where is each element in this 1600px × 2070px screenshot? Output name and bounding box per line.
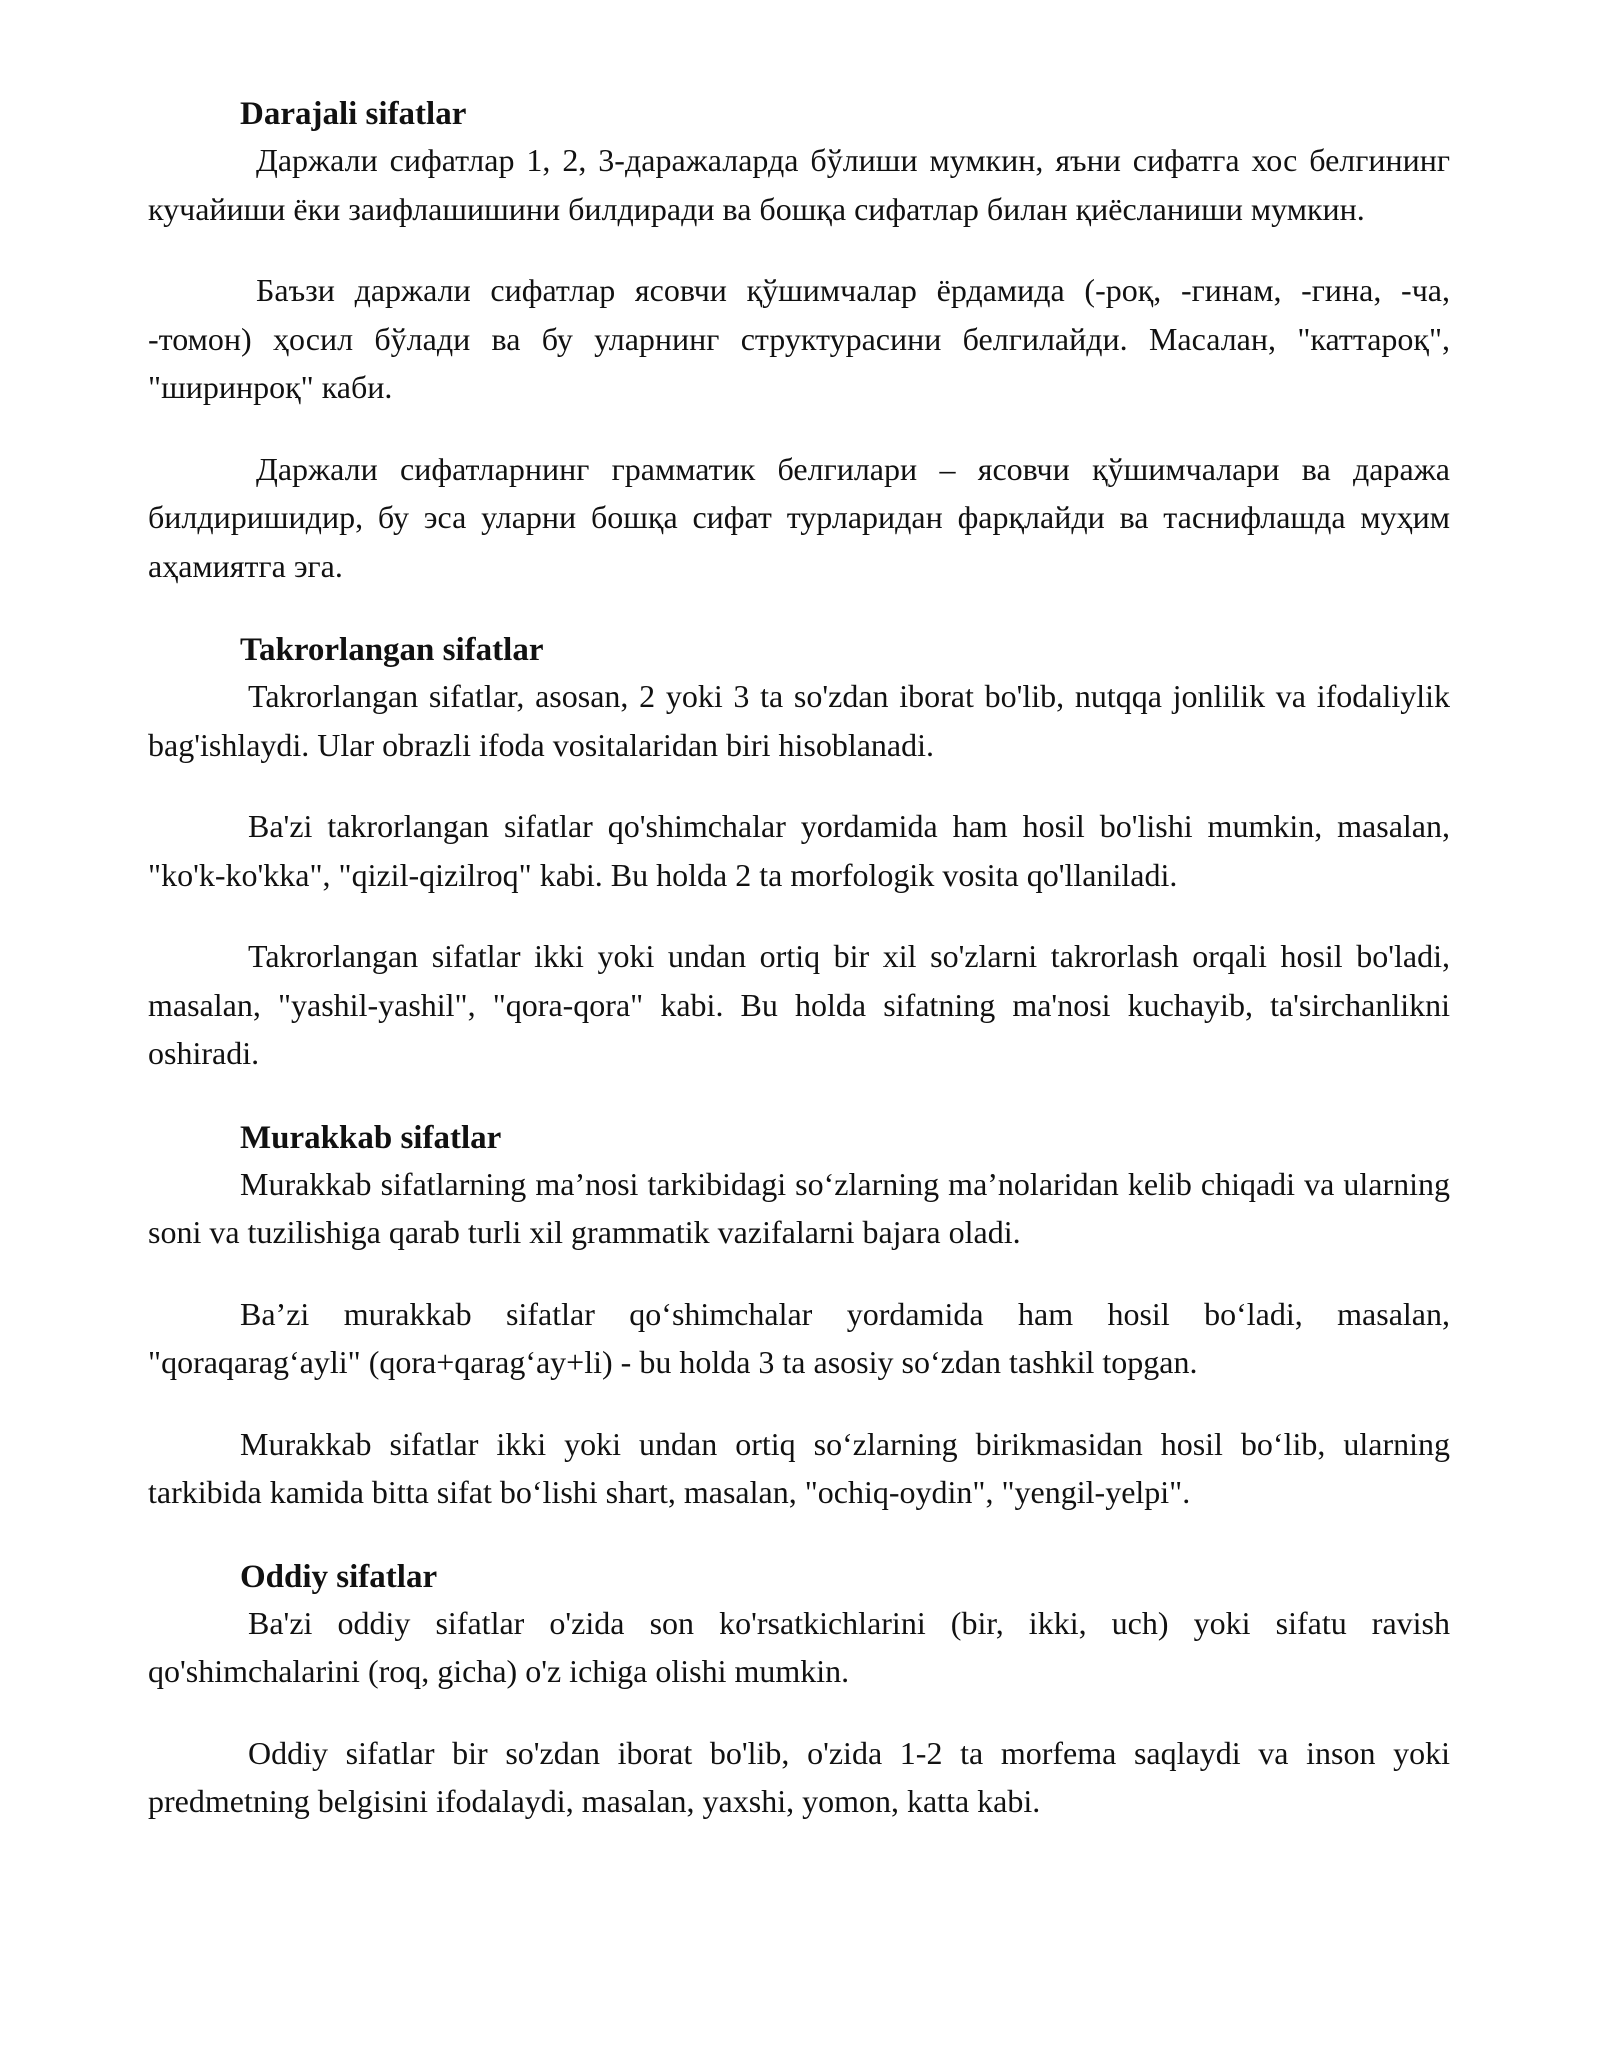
section-oddiy-sifatlar <box>148 1555 1450 1826</box>
paragraph: Murakkab sifatlar ikki yoki undan ortiq so‘zlarning birikmasidan hosil bo‘lib, ularning tarkibida kamida bitta sifat bo‘lishi shart, masalan, "ochiq-oydin", "yengil-yelpi". <box>148 1425 1450 1510</box>
document-page <box>148 92 1450 1826</box>
paragraph: Ba'zi oddiy sifatlar o'zida son ko'rsatkichlarini (bir, ikki, uch) yoki sifatu ravish qo'shimchalarini (roq, gicha) o'z ichiga olishi mumkin. <box>148 1604 1450 1689</box>
paragraph: Ba’zi murakkab sifatlar qo‘shimchalar yordamida ham hosil bo‘ladi, masalan, "qoraqarag‘ayli" (qora+qarag‘ay+li) - bu holda 3 ta asosiy so‘zdan tashkil topgan. <box>148 1295 1450 1380</box>
section-heading: Takrorlangan sifatlar <box>240 632 544 668</box>
paragraph: Murakkab sifatlarning ma’nosi tarkibidagi so‘zlarning ma’nolaridan kelib chiqadi va ularning soni va tuzilishiga qarab turli xil grammatik vazifalarni bajara oladi. <box>148 1165 1450 1250</box>
paragraph: Ba'zi takrorlangan sifatlar qo'shimchalar yordamida ham hosil bo'lishi mumkin, masalan, "ko'k-ko'kka", "qizil-qizilroq" kabi. Bu holda 2 ta morfologik vosita qo'llaniladi. <box>148 808 1450 893</box>
paragraph: Takrorlangan sifatlar ikki yoki undan ortiq bir xil so'zlarni takrorlash orqali hosil bo'ladi, masalan, "yashil-yashil", "qora-qora" kabi. Bu holda sifatning ma'nosi kuchayib, ta'sirchanlikni oshiradi. <box>148 938 1450 1071</box>
paragraph: Takrorlangan sifatlar, asosan, 2 yoki 3 ta so'zdan iborat bo'lib, nutqqa jonlilik va ifodaliylik bag'ishlaydi. Ular obrazli ifoda vositalaridan biri hisoblanadi. <box>148 678 1450 763</box>
paragraph: Даржали сифатларнинг грамматик белгилари – ясовчи қўшимчалари ва даража билдиришидир, бу эса уларни бошқа сифат турларидан фарқлайди ва таснифлашда муҳим аҳамиятга эга. <box>148 450 1450 584</box>
section-murakkab-sifatlar <box>148 1116 1450 1517</box>
paragraph: Даржали сифатлар 1, 2, 3-даражаларда бўлиши мумкин, яъни сифатга хос белгининг кучайиши ёки заифлашишини билдиради ва бошқа сифатлар билан қиёсланиши мумкин. <box>148 142 1450 227</box>
section-takrorlangan-sifatlar <box>148 628 1450 1078</box>
paragraph: Oddiy sifatlar bir so'zdan iborat bo'lib, o'zida 1-2 ta morfema saqlaydi va inson yoki predmetning belgisini ifodalaydi, masalan, yaxshi, yomon, katta kabi. <box>148 1734 1450 1819</box>
section-darajali-sifatlar <box>148 92 1450 590</box>
section-heading: Darajali sifatlar <box>240 96 467 132</box>
section-heading: Oddiy sifatlar <box>240 1558 438 1595</box>
section-heading: Murakkab sifatlar <box>240 1119 502 1156</box>
paragraph: Баъзи даржали сифатлар ясовчи қўшимчалар ёрдамида (-роқ, -гинам, -гина, -ча, -томон) ҳосил бўлади ва бу уларнинг структурасини белгилайди. Масалан, "каттароқ", "ширинроқ" каби. <box>148 272 1450 405</box>
